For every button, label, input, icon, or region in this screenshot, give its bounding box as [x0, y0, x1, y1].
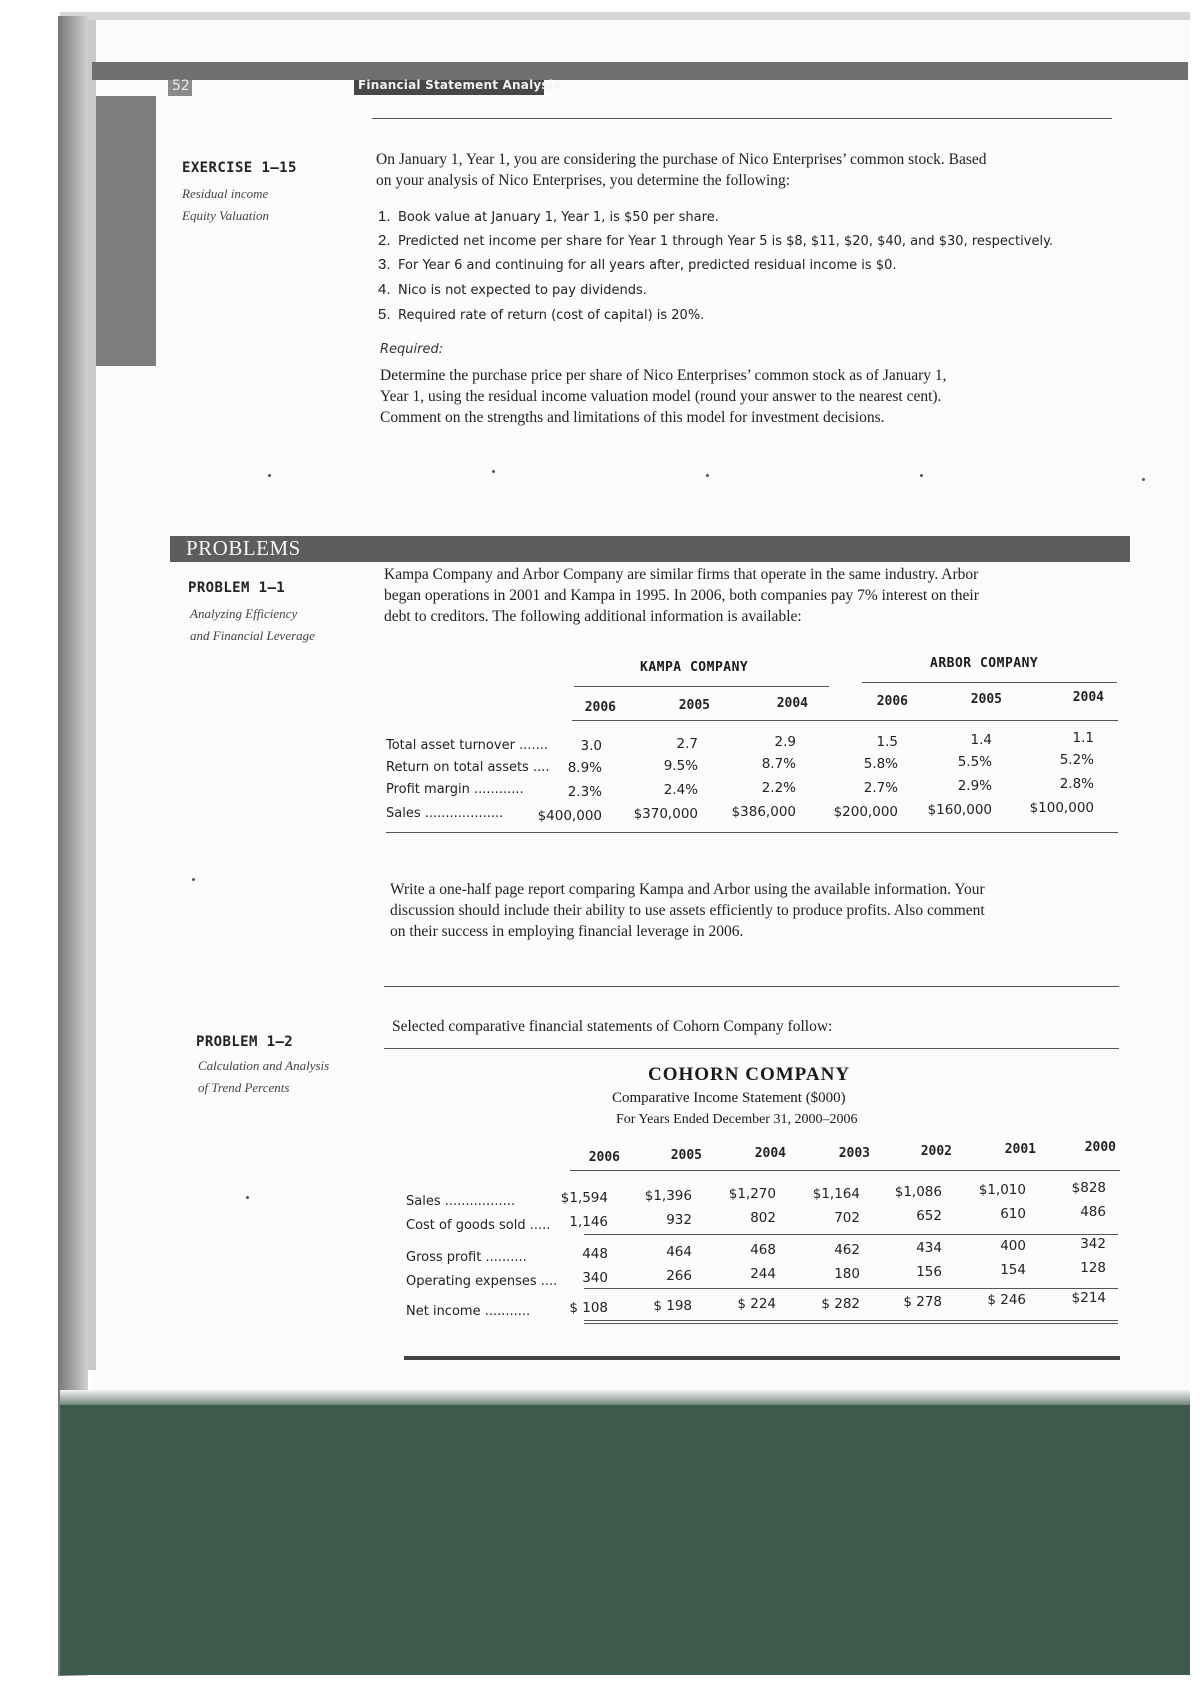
scan-speck — [246, 1196, 249, 1199]
exercise-item — [378, 256, 897, 273]
table-cell: 1.1 — [1072, 730, 1094, 746]
required-line-3: Comment on the strengths and limitations of this model for investment decisions. — [380, 409, 885, 426]
problem2-intro: Selected comparative financial statements of Cohorn Company follow: — [392, 1018, 833, 1035]
table-cell: 2.4% — [663, 782, 698, 798]
row-label: Sales ................. — [406, 1194, 515, 1209]
item-text: Required rate of return (cost of capital) is 20%. — [398, 308, 705, 323]
table-cell: 2.7% — [863, 780, 898, 796]
scan-speck — [1142, 478, 1145, 481]
table-cell: 2.3% — [567, 784, 602, 800]
table-cell: $1,270 — [728, 1186, 776, 1202]
kampa-heading-rule — [574, 686, 829, 687]
table-cell: $ 246 — [987, 1292, 1026, 1308]
row-label: Sales ................... — [386, 806, 504, 821]
scan-top-edge — [60, 12, 1190, 20]
item-number: 1. — [378, 208, 391, 225]
scan-speck — [268, 474, 271, 477]
required-line-2: Year 1, using the residual income valuation model (round your answer to the nearest cent). — [380, 388, 942, 405]
running-header-bar — [92, 62, 1188, 80]
year-header: 2004 — [754, 1146, 786, 1161]
table-cell: $1,164 — [812, 1186, 860, 1202]
statement-period: For Years Ended December 31, 2000–2006 — [616, 1112, 858, 1127]
table-cell: $828 — [1071, 1180, 1106, 1196]
table-cell: $ 108 — [569, 1300, 608, 1316]
table-cell: 5.8% — [863, 756, 898, 772]
table-cell: $1,010 — [978, 1182, 1026, 1198]
scan-speck — [192, 878, 195, 881]
problem1-closing-line-3: on their success in employing financial leverage in 2006. — [390, 923, 744, 940]
table-cell: 464 — [666, 1244, 692, 1260]
item-number: 4. — [378, 281, 391, 298]
table-cell: $160,000 — [927, 802, 992, 818]
table-cell: $370,000 — [633, 806, 698, 822]
exercise-subtitle-2: Equity Valuation — [182, 208, 270, 223]
table-cell: 266 — [666, 1268, 692, 1284]
table-cell: $100,000 — [1029, 800, 1094, 816]
year-header: 2002 — [920, 1144, 952, 1159]
item-text: Predicted net income per share for Year 1 through Year 5 is $8, $11, $20, $40, and $30, respectively. — [398, 234, 1054, 249]
problem2-label: PROBLEM 1–2 — [196, 1034, 294, 1050]
table-cell: 468 — [750, 1242, 776, 1258]
table-cell: 652 — [916, 1208, 942, 1224]
year-header: 2005 — [678, 698, 710, 713]
table-cell: 2.7 — [676, 736, 698, 752]
table-cell: 3.0 — [580, 738, 602, 754]
row-label: Gross profit .......... — [406, 1250, 527, 1265]
year-header: 2006 — [876, 694, 908, 709]
table-cell: 5.2% — [1059, 752, 1094, 768]
row-label: Net income ........... — [406, 1304, 531, 1319]
year-header: 2005 — [970, 692, 1002, 707]
problem1-subtitle-1: Analyzing Efficiency — [190, 606, 298, 621]
problem1-closing-line-2: discussion should include their ability to use assets efficiently to produce profits. Also comment — [390, 902, 985, 919]
table-cell: 486 — [1080, 1204, 1106, 1220]
table-cell: 2.9% — [957, 778, 992, 794]
row-label: Cost of goods sold ..... — [406, 1218, 551, 1233]
table-cell: 2.2% — [761, 780, 796, 796]
year-header: 2006 — [588, 1150, 620, 1165]
table-cell: $214 — [1071, 1290, 1106, 1306]
table-cell: 8.7% — [761, 756, 796, 772]
problems-heading-bar — [170, 536, 1130, 562]
statement-title: Comparative Income Statement ($000) — [612, 1090, 846, 1106]
table-cell: $ 198 — [653, 1298, 692, 1314]
kampa-company-heading: KAMPA COMPANY — [640, 660, 749, 675]
table-cell: $386,000 — [731, 804, 796, 820]
problem1-intro-line-2: began operations in 2001 and Kampa in 1995. In 2006, both companies pay 7% interest on their — [384, 587, 979, 604]
statement-company: COHORN COMPANY — [648, 1064, 851, 1085]
exercise-intro-line-1: On January 1, Year 1, you are considering the purchase of Nico Enterprises’ common stock. Based — [376, 151, 987, 168]
item-text: For Year 6 and continuing for all years after, predicted residual income is $0. — [398, 258, 897, 273]
exercise-item — [378, 232, 1053, 249]
table-cell: $400,000 — [537, 808, 602, 824]
year-header: 2003 — [838, 1146, 870, 1161]
year-header: 2001 — [1004, 1142, 1036, 1157]
scan-speck — [920, 474, 923, 477]
header-rule — [372, 118, 1112, 119]
statement-top-rule — [384, 1048, 1119, 1049]
problem1-subtitle-2: and Financial Leverage — [190, 628, 315, 643]
row-label: Total asset turnover ....... — [386, 738, 548, 753]
table-cell: $ 282 — [821, 1296, 860, 1312]
table-cell: 802 — [750, 1210, 776, 1226]
subtotal-rule — [584, 1288, 1118, 1289]
arbor-heading-rule — [862, 682, 1117, 683]
table-cell: $ 224 — [737, 1296, 776, 1312]
total-double-rule-2 — [584, 1323, 1118, 1324]
table-cell: 462 — [834, 1242, 860, 1258]
row-label: Operating expenses .... — [406, 1274, 558, 1289]
row-label: Return on total assets .... — [386, 760, 550, 775]
table-cell: 1.4 — [970, 732, 992, 748]
table-cell: 180 — [834, 1266, 860, 1282]
table-cell: 342 — [1080, 1236, 1106, 1252]
exercise-subtitle-1: Residual income — [182, 186, 269, 201]
year-header: 2000 — [1084, 1140, 1116, 1155]
exercise-intro-line-2: on your analysis of Nico Enterprises, you determine the following: — [376, 172, 791, 189]
problem1-label: PROBLEM 1–1 — [188, 580, 286, 596]
table-cell: 9.5% — [663, 758, 698, 774]
problem1-end-rule — [384, 986, 1119, 987]
scan-bottom-background — [60, 1405, 1190, 1675]
table-cell: $200,000 — [833, 804, 898, 820]
table-cell: 1.5 — [876, 734, 898, 750]
table-cell: 702 — [834, 1210, 860, 1226]
item-number: 3. — [378, 256, 391, 273]
row-label: Profit margin ............ — [386, 782, 524, 797]
table-cell: 400 — [1000, 1238, 1026, 1254]
table-cell: $ 278 — [903, 1294, 942, 1310]
item-number: 2. — [378, 232, 391, 249]
table-cell: 2.8% — [1059, 776, 1094, 792]
table-cell: 156 — [916, 1264, 942, 1280]
table-cell: 448 — [582, 1246, 608, 1262]
scan-speck — [706, 474, 709, 477]
table-cell: $1,086 — [894, 1184, 942, 1200]
scan-speck — [492, 470, 495, 473]
page-number: 52 — [172, 78, 190, 94]
item-text: Nico is not expected to pay dividends. — [398, 283, 647, 298]
year-header: 2004 — [776, 696, 808, 711]
table2-header-rule — [570, 1170, 1120, 1171]
problems-heading: PROBLEMS — [186, 536, 301, 560]
item-number: 5. — [378, 306, 391, 323]
problem1-intro-line-3: debt to creditors. The following additional information is available: — [384, 608, 802, 625]
running-title: Financial Statement Analysis — [358, 78, 561, 92]
required-label: Required: — [380, 342, 444, 357]
table-cell: 932 — [666, 1212, 692, 1228]
exercise-label: EXERCISE 1–15 — [182, 160, 297, 176]
table-cell: 8.9% — [567, 760, 602, 776]
arbor-company-heading: ARBOR COMPANY — [930, 656, 1039, 671]
table-cell: $1,396 — [644, 1188, 692, 1204]
problem1-closing-line-1: Write a one-half page report comparing Kampa and Arbor using the available information. Your — [390, 881, 985, 898]
table1-bottom-rule — [386, 832, 1118, 833]
table-cell: 2.9 — [774, 734, 796, 750]
section-end-rule — [404, 1356, 1120, 1360]
total-double-rule-1 — [584, 1320, 1118, 1321]
item-text: Book value at January 1, Year 1, is $50 per share. — [398, 210, 719, 225]
subtotal-rule — [584, 1234, 1118, 1235]
required-line-1: Determine the purchase price per share of Nico Enterprises’ common stock as of January 1, — [380, 367, 947, 384]
exercise-item — [378, 281, 647, 298]
table-cell: 1,146 — [569, 1214, 608, 1230]
table-cell: 244 — [750, 1266, 776, 1282]
table-cell: 5.5% — [957, 754, 992, 770]
table-cell: $1,594 — [560, 1190, 608, 1206]
year-header: 2006 — [584, 700, 616, 715]
problem2-subtitle-1: Calculation and Analysis — [198, 1058, 330, 1073]
table1-header-rule — [572, 720, 1118, 721]
table-cell: 610 — [1000, 1206, 1026, 1222]
side-shading — [96, 96, 156, 366]
exercise-item — [378, 306, 704, 323]
table-cell: 154 — [1000, 1262, 1026, 1278]
table-cell: 340 — [582, 1270, 608, 1286]
table-cell: 128 — [1080, 1260, 1106, 1276]
exercise-item — [378, 208, 719, 225]
year-header: 2005 — [670, 1148, 702, 1163]
year-header: 2004 — [1072, 690, 1104, 705]
scan-left-strip — [88, 20, 96, 1370]
problem2-subtitle-2: of Trend Percents — [198, 1080, 290, 1095]
table-cell: 434 — [916, 1240, 942, 1256]
problem1-intro-line-1: Kampa Company and Arbor Company are similar firms that operate in the same industry. Arbor — [384, 566, 979, 583]
